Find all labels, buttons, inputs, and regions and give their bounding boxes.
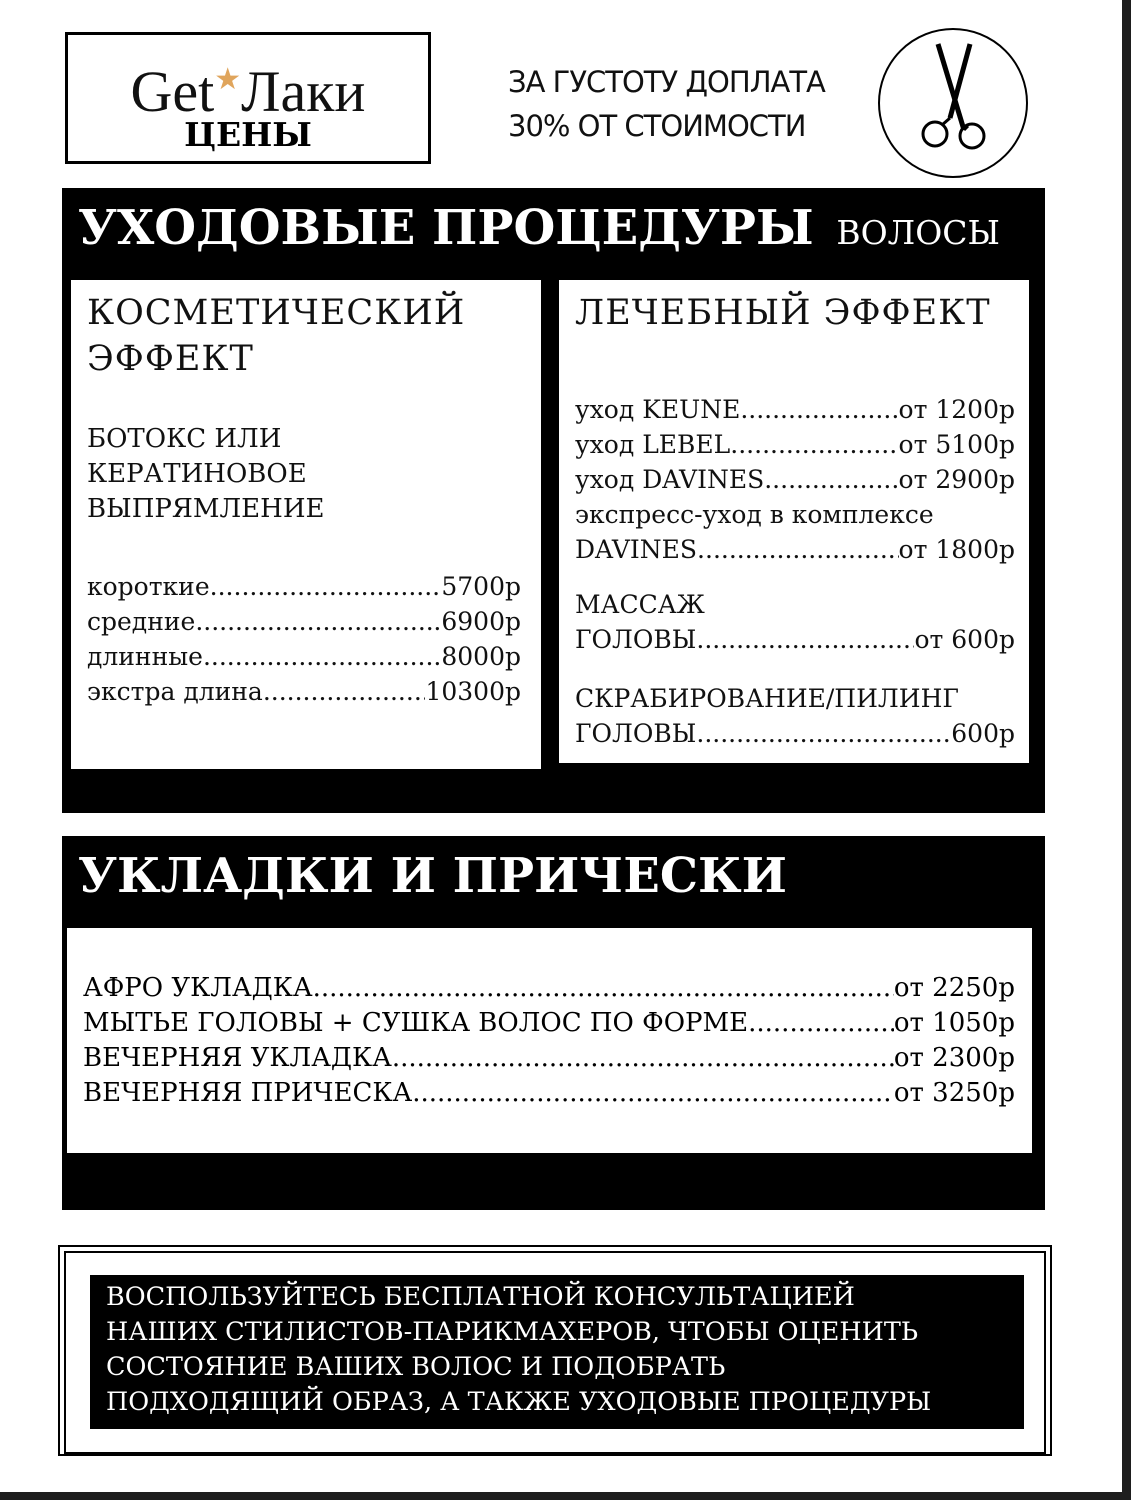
price-value: 10300р [425, 677, 521, 706]
care-title-suffix: ВОЛОСЫ [836, 213, 1000, 252]
price-row [87, 674, 521, 709]
price-value: 5700р [441, 572, 521, 601]
cosmetic-price-list [87, 569, 521, 709]
price-row [575, 622, 1015, 657]
cosmetic-title-line-1: КОСМЕТИЧЕСКИЙ [87, 293, 466, 333]
price-row [83, 1006, 1015, 1041]
price-value: от 2900р [898, 465, 1015, 494]
price-label: уход DAVINES [575, 465, 765, 494]
consultation-frame [58, 1245, 1052, 1456]
price-label: ВЕЧЕРНЯЯ ПРИЧЕСКА [83, 1078, 413, 1108]
price-value: от 3250р [893, 1078, 1015, 1108]
price-row [83, 1041, 1015, 1076]
price-value: .6900р [433, 607, 521, 636]
consultation-line: ПОДХОДЯЩИЙ ОБРАЗ, А ТАКЖЕ УХОДОВЫЕ ПРОЦЕДУРЫ [106, 1387, 932, 1417]
logo-brand-left: Get [130, 59, 215, 124]
botox-line-2: КЕРАТИНОВОЕ [87, 459, 307, 489]
price-label: экстра длина [87, 677, 263, 706]
medical-effect-panel [559, 280, 1029, 763]
cosmetic-title-line-2: ЭФФЕКТ [87, 339, 254, 379]
price-value: 8000р [441, 642, 521, 671]
express-care-line: экспресс-уход в комплексе [575, 500, 934, 529]
scissors-icon [880, 30, 1026, 176]
scrub-title: СКРАБИРОВАНИЕ/ПИЛИНГ [575, 684, 959, 713]
price-row [87, 569, 521, 604]
notice-line-2: 30% ОТ СТОИМОСТИ [508, 109, 806, 143]
price-label: уход LEBEL [575, 430, 731, 459]
care-procedures-section [62, 188, 1045, 813]
cosmetic-effect-panel [71, 280, 541, 769]
styling-panel [67, 928, 1032, 1153]
price-value: от 600р [914, 625, 1015, 654]
consultation-line: НАШИХ СТИЛИСТОВ-ПАРИКМАХЕРОВ, ЧТОБЫ ОЦЕНИТЬ [106, 1317, 919, 1347]
botox-keratin-title [87, 422, 324, 527]
medical-panel-title: ЛЕЧЕБНЫЙ ЭФФЕКТ [575, 293, 991, 333]
scissors-badge [878, 28, 1028, 178]
notice-line-1: ЗА ГУСТОТУ ДОПЛАТА [508, 65, 825, 99]
price-row [575, 427, 1015, 462]
price-row [575, 716, 1015, 751]
botox-line-3: ВЫПРЯМЛЕНИЕ [87, 494, 325, 524]
logo-subtitle: ЦЕНЫ [184, 115, 312, 154]
consultation-box [90, 1275, 1024, 1429]
price-row [575, 392, 1015, 427]
star-icon: ★ [214, 63, 242, 96]
price-value: от 2300р [893, 1043, 1015, 1073]
consultation-line: СОСТОЯНИЕ ВАШИХ ВОЛОС И ПОДОБРАТЬ [106, 1352, 726, 1382]
price-label: МЫТЬЕ ГОЛОВЫ + СУШКА ВОЛОС ПО ФОРМЕ [83, 1008, 749, 1038]
price-label: длинные [87, 642, 203, 671]
price-value: от 1200р [898, 395, 1015, 424]
density-surcharge-notice [508, 60, 825, 148]
botox-line-1: БОТОКС ИЛИ [87, 424, 282, 454]
cosmetic-panel-title [87, 290, 465, 382]
massage-item [575, 587, 1015, 657]
price-row [83, 971, 1015, 1006]
price-value: от 1050р [893, 1008, 1015, 1038]
massage-title: МАССАЖ [575, 590, 705, 619]
price-label: ГОЛОВЫ [575, 719, 697, 748]
price-label: ВЕЧЕРНЯЯ УКЛАДКА [83, 1043, 392, 1073]
price-label: АФРО УКЛАДКА [83, 973, 313, 1003]
logo-brand-right: Лаки [241, 59, 366, 124]
consultation-line: ВОСПОЛЬЗУЙТЕСЬ БЕСПЛАТНОЙ КОНСУЛЬТАЦИЕЙ [106, 1282, 855, 1312]
price-value: от 2250р [893, 973, 1015, 1003]
styling-price-list [83, 971, 1015, 1111]
scrub-item [575, 681, 1015, 751]
price-row [87, 639, 521, 674]
price-row [575, 532, 1015, 567]
styling-section-title: УКЛАДКИ И ПРИЧЕСКИ [78, 848, 788, 904]
price-row [87, 604, 521, 639]
price-row [575, 462, 1015, 497]
price-value: 600р [951, 719, 1015, 748]
price-row [83, 1076, 1015, 1111]
medical-price-list [575, 392, 1015, 567]
price-label: ГОЛОВЫ [575, 625, 697, 654]
price-value: от 1800р [898, 535, 1015, 564]
price-label: DAVINES [575, 535, 698, 564]
price-label: короткие [87, 572, 210, 601]
consultation-text [106, 1280, 1016, 1420]
styling-section [62, 836, 1045, 1210]
care-section-title [78, 196, 1000, 265]
logo [68, 47, 428, 125]
price-label: средние [87, 607, 196, 636]
consultation-inner-frame [64, 1251, 1046, 1454]
care-title-main: УХОДОВЫЕ ПРОЦЕДУРЫ [78, 200, 814, 256]
logo-box [65, 32, 431, 164]
price-label: уход KEUNE [575, 395, 741, 424]
price-value: от 5100р [898, 430, 1015, 459]
